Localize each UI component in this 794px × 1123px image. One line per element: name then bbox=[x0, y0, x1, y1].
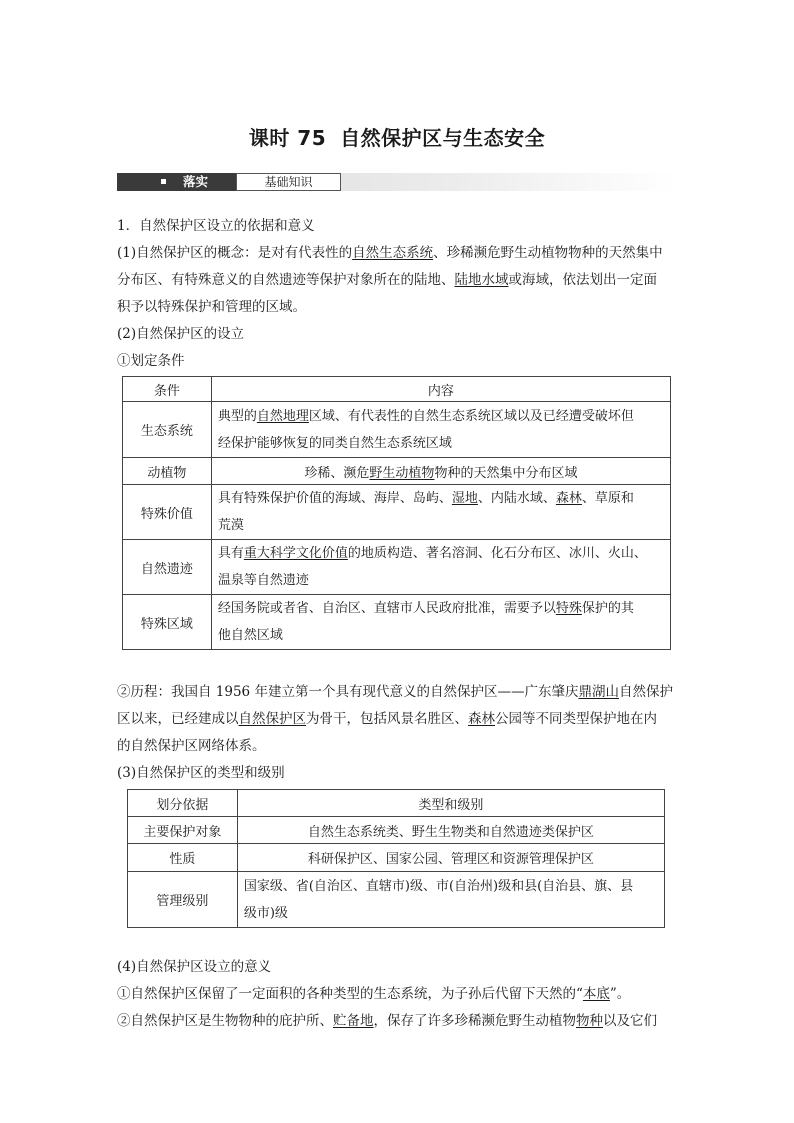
table-row bbox=[123, 485, 671, 540]
table-header-cell: 条件 bbox=[123, 377, 212, 402]
row-content: 具有特殊保护价值的海域、海岸、岛屿、湿地、内陆水域、森林、草原和 荒漠 bbox=[211, 485, 670, 540]
paragraph-line: ②自然保护区是生物物种的庇护所、贮备地，保存了许多珍稀濒危野生动植物物种以及它们 bbox=[117, 1013, 657, 1029]
subheading: ①划定条件 bbox=[117, 353, 185, 369]
table-row bbox=[123, 540, 671, 595]
paragraph-line: (1)自然保护区的概念：是对有代表性的自然生态系统、珍稀濒危野生动植物物种的天然集中 bbox=[117, 245, 663, 261]
row-content: 自然生态系统类、野生生物类和自然遗迹类保护区 bbox=[237, 817, 664, 844]
table-header-row bbox=[123, 377, 671, 402]
table-header-cell: 划分依据 bbox=[128, 790, 238, 817]
row-label: 管理级别 bbox=[128, 872, 238, 928]
row-label: 性质 bbox=[128, 844, 238, 872]
row-label: 特殊区域 bbox=[123, 595, 212, 650]
section-tab: 基础知识 bbox=[236, 173, 341, 191]
table-header-row bbox=[128, 790, 665, 817]
section-label-block bbox=[117, 173, 236, 191]
table-row bbox=[128, 844, 665, 872]
section-bar bbox=[117, 173, 677, 191]
row-label: 生态系统 bbox=[123, 402, 212, 458]
table-header-cell: 类型和级别 bbox=[237, 790, 664, 817]
table-row bbox=[128, 872, 665, 928]
table-row bbox=[123, 402, 671, 458]
heading-1: 1．自然保护区设立的依据和意义 bbox=[117, 218, 315, 234]
paragraph-line: 的自然保护区网络体系。 bbox=[117, 738, 266, 754]
lesson-number: 课时 75 bbox=[248, 126, 327, 150]
row-content: 国家级、省(自治区、直辖市)级、市(自治州)级和县(自治县、旗、县 级市)级 bbox=[237, 872, 664, 928]
lesson-title: 自然保护区与生态安全 bbox=[340, 126, 546, 150]
square-bullet-icon bbox=[161, 179, 166, 184]
subheading: (4)自然保护区设立的意义 bbox=[117, 959, 272, 975]
table-row bbox=[128, 817, 665, 844]
paragraph-line: 区以来，已经建成以自然保护区为骨干，包括风景名胜区、森林公园等不同类型保护地在内 bbox=[117, 711, 657, 727]
subheading: (3)自然保护区的类型和级别 bbox=[117, 765, 285, 781]
row-label: 动植物 bbox=[123, 458, 212, 485]
page-title bbox=[0, 122, 794, 151]
row-content: 典型的自然地理区域、有代表性的自然生态系统区域以及已经遭受破坏但 经保护能够恢复的同类自然生态系统区域 bbox=[211, 402, 670, 458]
row-label: 主要保护对象 bbox=[128, 817, 238, 844]
paragraph-line: ②历程：我国自 1956 年建立第一个具有现代意义的自然保护区——广东肇庆鼎湖山自然保护 bbox=[117, 684, 673, 700]
row-content: 经国务院或者省、自治区、直辖市人民政府批准，需要予以特殊保护的其 他自然区域 bbox=[211, 595, 670, 650]
row-label: 自然遗迹 bbox=[123, 540, 212, 595]
row-content: 科研保护区、国家公园、管理区和资源管理保护区 bbox=[237, 844, 664, 872]
table-header-cell: 内容 bbox=[211, 377, 670, 402]
section-label: 落实 bbox=[183, 174, 209, 189]
row-label: 特殊价值 bbox=[123, 485, 212, 540]
paragraph-line: ①自然保护区保留了一定面积的各种类型的生态系统，为子孙后代留下天然的“本底”。 bbox=[117, 986, 631, 1002]
paragraph-line: 积予以特殊保护和管理的区域。 bbox=[117, 299, 306, 315]
criteria-table bbox=[122, 376, 671, 650]
row-content: 具有重大科学文化价值的地质构造、著名溶洞、化石分布区、冰川、火山、 温泉等自然遗迹 bbox=[211, 540, 670, 595]
table-row bbox=[123, 458, 671, 485]
row-content: 珍稀、濒危野生动植物物种的天然集中分布区域 bbox=[211, 458, 670, 485]
table-row bbox=[123, 595, 671, 650]
paragraph-line: 分布区、有特殊意义的自然遗迹等保护对象所在的陆地、陆地水域或海域，依法划出一定面 bbox=[117, 272, 657, 288]
subheading: (2)自然保护区的设立 bbox=[117, 326, 245, 342]
types-table bbox=[127, 789, 665, 928]
